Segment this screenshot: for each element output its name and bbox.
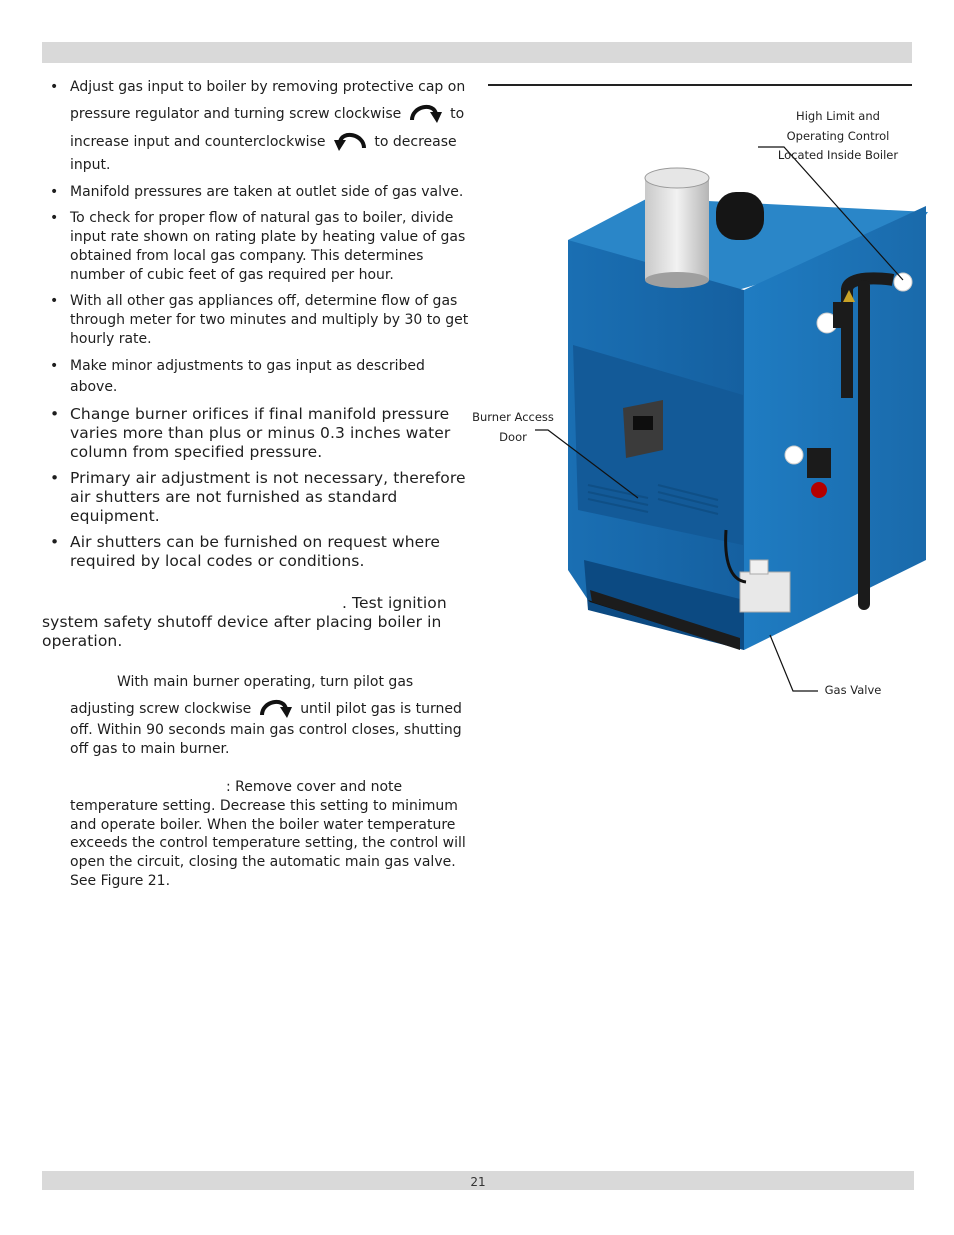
counterclockwise-arrow-icon — [332, 126, 368, 154]
limit-control-paragraph: : Remove cover and note temperature setting. Decrease this setting to minimum and operate boiler. When the boiler water temperature exceeds the control temperature setting, the control will open the circuit, closing the automatic main gas valve. See Figure 21. — [70, 779, 466, 889]
burner-access-door-callout: Burner Access Door — [472, 410, 554, 444]
boiler-figure — [472, 90, 928, 710]
list-item: • Air shutters can be furnished on request where required by local codes or conditions. — [50, 533, 441, 570]
list-item: • Manifold pressures are taken at outlet side of gas valve. — [50, 184, 464, 200]
clockwise-arrow-icon — [258, 693, 294, 721]
list-item: • Make minor adjustments to gas input as described above. — [50, 358, 425, 395]
boiler-illustration — [488, 90, 928, 710]
figure-heading-rule — [488, 84, 912, 86]
adjustment-bullet-list — [42, 76, 470, 571]
list-item: • Change burner orifices if final manifold pressure varies more than plus or minus 0.3 inches water column from specified pressure. — [50, 405, 451, 461]
high-limit-callout: High Limit and Operating Control Located Inside Boiler — [777, 109, 899, 162]
page-number: 21 — [470, 1175, 486, 1189]
ignition-check-paragraph: . Test ignition system safety shutoff device after placing boiler in operation. — [42, 594, 447, 650]
gas-valve-callout: Gas Valve — [824, 683, 882, 697]
footer-band — [42, 1171, 914, 1190]
list-item: • To check for proper flow of natural gas to boiler, divide input rate shown on rating plate by heating value of gas obtained from local gas company. This determines number of cubic feet of gas required per hour. — [50, 210, 466, 283]
list-item: • Primary air adjustment is not necessary, therefore air shutters are not furnished as standard equipment. — [50, 469, 466, 525]
header-band — [42, 42, 912, 63]
list-item: • With all other gas appliances off, determine flow of gas through meter for two minutes and multiply by 30 to get hourly rate. — [50, 293, 469, 347]
instruction-column — [42, 76, 470, 571]
pilot-test-paragraph: With main burner operating, turn pilot gas adjusting screw clockwise until pilot gas is turned off. Within 90 seconds main gas control closes, shutting off gas to main burner. — [70, 674, 462, 757]
clockwise-arrow-icon — [408, 98, 444, 126]
list-item: • Adjust gas input to boiler by removing protective cap on pressure regulator and turning screw clockwise to increase input and counterclockwise to decrease input. — [50, 79, 466, 173]
